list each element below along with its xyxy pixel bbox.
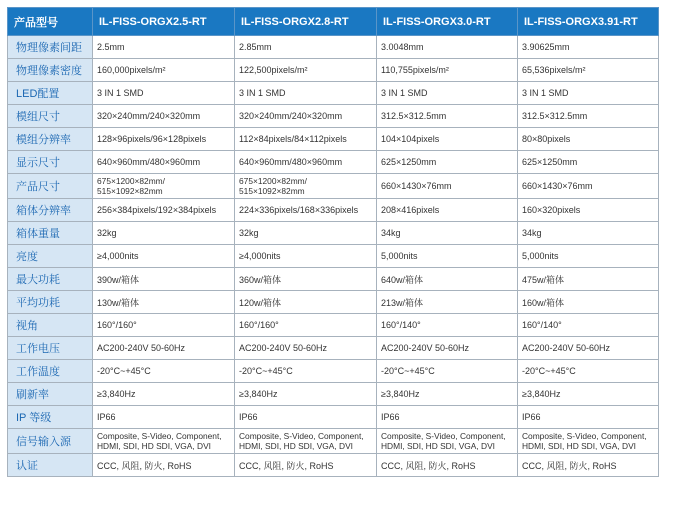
spec-row xyxy=(8,59,659,82)
spec-value-text: ≥3,840Hz xyxy=(522,389,561,399)
spec-value-cell xyxy=(377,174,518,199)
spec-value-cell xyxy=(518,245,659,268)
spec-value-text: ≥4,000nits xyxy=(239,251,281,261)
spec-value-cell xyxy=(518,222,659,245)
spec-value-cell xyxy=(93,383,235,406)
spec-value-text: 2.5mm xyxy=(97,42,125,52)
spec-value-text: CCC, 风阻, 防火, RoHS xyxy=(381,460,476,471)
spec-value-cell xyxy=(518,105,659,128)
spec-value-cell xyxy=(377,360,518,383)
spec-value-cell xyxy=(235,59,377,82)
spec-value-cell xyxy=(235,199,377,222)
spec-value-cell xyxy=(518,454,659,477)
spec-value-cell xyxy=(377,383,518,406)
spec-value-cell xyxy=(93,429,235,454)
spec-value-text: AC200-240V 50-60Hz xyxy=(522,343,611,353)
spec-value-text: 640×960mm/480×960mm xyxy=(239,157,343,167)
spec-value-cell xyxy=(518,360,659,383)
spec-label-cell: 箱体分辨率 xyxy=(8,199,93,222)
spec-value-text: 675×1200×82mm/ xyxy=(97,176,165,186)
spec-value-cell xyxy=(235,222,377,245)
model-header-cell: IL-FISS-ORGX3.0-RT xyxy=(377,8,518,36)
spec-value-text: IP66 xyxy=(239,412,258,422)
spec-value-text: 3.0048mm xyxy=(381,42,424,52)
header-label-cell: 产品型号 xyxy=(8,8,93,36)
spec-value-cell xyxy=(93,291,235,314)
spec-label-cell: 亮度 xyxy=(8,245,93,268)
spec-value-cell xyxy=(93,268,235,291)
spec-value-text: Composite, S-Video, Component, xyxy=(381,431,506,441)
spec-value-text: 160°/140° xyxy=(522,320,562,330)
spec-value-cell xyxy=(377,291,518,314)
spec-value-cell xyxy=(377,454,518,477)
spec-value-cell xyxy=(93,337,235,360)
spec-row xyxy=(8,151,659,174)
spec-value-text: 80×80pixels xyxy=(522,134,571,144)
spec-value-text: 320×240mm/240×320mm xyxy=(239,111,343,121)
spec-value-cell xyxy=(518,151,659,174)
spec-value-cell xyxy=(377,36,518,59)
spec-sheet xyxy=(7,7,658,477)
spec-value-cell xyxy=(377,429,518,454)
spec-value-text: 160w/箱体 xyxy=(522,297,565,308)
spec-value-text: 122,500pixels/m² xyxy=(239,65,308,75)
spec-value-text: 34kg xyxy=(522,228,542,238)
spec-value-text: 256×384pixels/192×384pixels xyxy=(97,205,217,215)
spec-row xyxy=(8,429,659,454)
spec-value-cell xyxy=(235,151,377,174)
spec-value-cell xyxy=(235,337,377,360)
spec-value-text: ≥3,840Hz xyxy=(239,389,278,399)
spec-row xyxy=(8,383,659,406)
spec-value-text: 3 IN 1 SMD xyxy=(239,88,286,98)
spec-label-cell: 箱体重量 xyxy=(8,222,93,245)
spec-value-cell xyxy=(377,199,518,222)
spec-value-cell xyxy=(518,406,659,429)
header-row xyxy=(8,8,659,36)
spec-value-text: 625×1250mm xyxy=(522,157,578,167)
spec-value-text: 390w/箱体 xyxy=(97,274,140,285)
spec-value-cell xyxy=(93,222,235,245)
spec-value-cell xyxy=(93,36,235,59)
spec-value-cell xyxy=(235,291,377,314)
spec-value-text: 3 IN 1 SMD xyxy=(381,88,428,98)
spec-value-text: Composite, S-Video, Component, xyxy=(522,431,647,441)
spec-value-text: ≥4,000nits xyxy=(97,251,139,261)
spec-value-cell xyxy=(518,82,659,105)
spec-value-cell xyxy=(235,454,377,477)
spec-value-text: 213w/箱体 xyxy=(381,297,424,308)
spec-value-text: 475w/箱体 xyxy=(522,274,565,285)
spec-value-text: 640×960mm/480×960mm xyxy=(97,157,201,167)
spec-value-text: 160×320pixels xyxy=(522,205,581,215)
spec-value-cell xyxy=(377,268,518,291)
spec-row xyxy=(8,360,659,383)
spec-row xyxy=(8,406,659,429)
spec-value-cell xyxy=(93,151,235,174)
spec-row xyxy=(8,128,659,151)
spec-value-text: 208×416pixels xyxy=(381,205,440,215)
spec-value-text: 312.5×312.5mm xyxy=(522,111,588,121)
spec-value-cell xyxy=(235,268,377,291)
spec-label-cell: 信号输入源 xyxy=(8,429,93,454)
spec-value-cell xyxy=(235,406,377,429)
spec-value-cell xyxy=(518,36,659,59)
spec-value-text: 160°/140° xyxy=(381,320,421,330)
spec-label-cell: 认证 xyxy=(8,454,93,477)
spec-label-cell: 平均功耗 xyxy=(8,291,93,314)
spec-value-cell xyxy=(235,314,377,337)
spec-value-text: 104×104pixels xyxy=(381,134,440,144)
spec-value-cell xyxy=(93,199,235,222)
spec-value-cell xyxy=(235,82,377,105)
spec-value-text: -20°C~+45°C xyxy=(97,366,151,376)
spec-label-cell: 刷新率 xyxy=(8,383,93,406)
spec-value-text: -20°C~+45°C xyxy=(381,366,435,376)
spec-value-text: ≥3,840Hz xyxy=(97,389,136,399)
spec-value-cell xyxy=(377,314,518,337)
spec-label-cell: 最大功耗 xyxy=(8,268,93,291)
model-header-cell: IL-FISS-ORGX3.91-RT xyxy=(518,8,659,36)
spec-value-text: 5,000nits xyxy=(522,251,559,261)
spec-value-text: CCC, 风阻, 防火, RoHS xyxy=(97,460,192,471)
spec-value-cell xyxy=(235,429,377,454)
spec-value-text: 128×96pixels/96×128pixels xyxy=(97,134,207,144)
product-spec-table xyxy=(7,7,659,477)
spec-value-text: 660×1430×76mm xyxy=(381,181,452,191)
spec-value-text: 675×1200×82mm/ xyxy=(239,176,307,186)
spec-value-text: AC200-240V 50-60Hz xyxy=(239,343,328,353)
spec-value-text: 130w/箱体 xyxy=(97,297,140,308)
spec-value-cell xyxy=(518,337,659,360)
spec-value-text: 224×336pixels/168×336pixels xyxy=(239,205,359,215)
spec-value-text: 625×1250mm xyxy=(381,157,437,167)
spec-value-text: 32kg xyxy=(97,228,117,238)
spec-value-text: 3 IN 1 SMD xyxy=(522,88,569,98)
spec-row xyxy=(8,337,659,360)
spec-value-cell xyxy=(377,59,518,82)
spec-label-cell: 工作电压 xyxy=(8,337,93,360)
spec-value-cell xyxy=(518,383,659,406)
spec-value-cell xyxy=(518,291,659,314)
spec-value-cell xyxy=(377,337,518,360)
spec-value-cell xyxy=(93,59,235,82)
spec-row xyxy=(8,454,659,477)
spec-table-header xyxy=(8,8,659,36)
spec-value-text: 112×84pixels/84×112pixels xyxy=(239,134,347,144)
spec-value-text: AC200-240V 50-60Hz xyxy=(381,343,470,353)
spec-label-cell: 模组分辨率 xyxy=(8,128,93,151)
spec-value-cell xyxy=(377,222,518,245)
spec-value-text: 160°/160° xyxy=(239,320,279,330)
spec-value-text: 32kg xyxy=(239,228,259,238)
spec-value-text: 160,000pixels/m² xyxy=(97,65,166,75)
spec-label-cell: 视角 xyxy=(8,314,93,337)
spec-value-cell xyxy=(518,429,659,454)
spec-value-text: Composite, S-Video, Component, xyxy=(97,431,222,441)
spec-value-cell xyxy=(518,314,659,337)
spec-value-cell xyxy=(93,245,235,268)
spec-value-cell xyxy=(93,105,235,128)
spec-row xyxy=(8,245,659,268)
spec-value-cell xyxy=(235,245,377,268)
spec-value-text: CCC, 风阻, 防火, RoHS xyxy=(522,460,617,471)
spec-value-text: 34kg xyxy=(381,228,401,238)
spec-value-cell xyxy=(235,360,377,383)
spec-label-cell: IP 等级 xyxy=(8,406,93,429)
spec-row xyxy=(8,314,659,337)
spec-value-text: 515×1092×82mm xyxy=(97,186,163,196)
spec-value-cell xyxy=(93,174,235,199)
spec-value-text: CCC, 风阻, 防火, RoHS xyxy=(239,460,334,471)
spec-value-cell xyxy=(235,105,377,128)
spec-value-text: 3.90625mm xyxy=(522,42,570,52)
spec-label-cell: 显示尺寸 xyxy=(8,151,93,174)
spec-value-cell xyxy=(377,82,518,105)
spec-label-cell: 物理像素密度 xyxy=(8,59,93,82)
spec-value-text: HDMI, SDI, HD SDI, VGA, DVI xyxy=(97,441,212,451)
spec-value-cell xyxy=(377,151,518,174)
spec-value-cell xyxy=(377,128,518,151)
spec-value-text: AC200-240V 50-60Hz xyxy=(97,343,186,353)
spec-row xyxy=(8,36,659,59)
spec-value-text: 3 IN 1 SMD xyxy=(97,88,144,98)
spec-value-cell xyxy=(93,406,235,429)
spec-value-cell xyxy=(235,383,377,406)
spec-value-cell xyxy=(518,174,659,199)
spec-value-cell xyxy=(518,59,659,82)
spec-value-text: 160°/160° xyxy=(97,320,137,330)
spec-value-text: 110,755pixels/m² xyxy=(381,65,449,75)
spec-value-text: IP66 xyxy=(97,412,116,422)
spec-value-text: 320×240mm/240×320mm xyxy=(97,111,201,121)
spec-value-text: 120w/箱体 xyxy=(239,297,282,308)
spec-row xyxy=(8,291,659,314)
spec-value-text: 312.5×312.5mm xyxy=(381,111,447,121)
spec-value-text: 515×1092×82mm xyxy=(239,186,305,196)
spec-label-cell: LED配置 xyxy=(8,82,93,105)
spec-value-text: HDMI, SDI, HD SDI, VGA, DVI xyxy=(522,441,637,451)
spec-label-cell: 物理像素间距 xyxy=(8,36,93,59)
spec-value-text: -20°C~+45°C xyxy=(522,366,576,376)
spec-value-text: IP66 xyxy=(522,412,541,422)
spec-value-cell xyxy=(235,174,377,199)
spec-row xyxy=(8,174,659,199)
spec-value-text: IP66 xyxy=(381,412,400,422)
spec-value-cell xyxy=(93,360,235,383)
spec-table-body xyxy=(8,36,659,477)
spec-row xyxy=(8,268,659,291)
spec-row xyxy=(8,105,659,128)
spec-value-cell xyxy=(518,199,659,222)
spec-value-text: 640w/箱体 xyxy=(381,274,424,285)
spec-value-text: HDMI, SDI, HD SDI, VGA, DVI xyxy=(381,441,496,451)
spec-value-cell xyxy=(377,406,518,429)
spec-value-cell xyxy=(518,268,659,291)
spec-value-cell xyxy=(93,82,235,105)
spec-value-cell xyxy=(93,454,235,477)
spec-value-text: 5,000nits xyxy=(381,251,418,261)
spec-label-cell: 产品尺寸 xyxy=(8,174,93,199)
spec-value-cell xyxy=(377,105,518,128)
spec-value-cell xyxy=(235,128,377,151)
spec-value-text: 660×1430×76mm xyxy=(522,181,593,191)
model-header-cell: IL-FISS-ORGX2.8-RT xyxy=(235,8,377,36)
spec-value-cell xyxy=(93,128,235,151)
spec-value-text: 360w/箱体 xyxy=(239,274,282,285)
spec-value-text: HDMI, SDI, HD SDI, VGA, DVI xyxy=(239,441,354,451)
spec-value-text: 65,536pixels/m² xyxy=(522,65,586,75)
spec-value-text: Composite, S-Video, Component, xyxy=(239,431,364,441)
spec-value-cell xyxy=(377,245,518,268)
spec-row xyxy=(8,199,659,222)
spec-value-text: 2.85mm xyxy=(239,42,272,52)
spec-row xyxy=(8,222,659,245)
spec-row xyxy=(8,82,659,105)
spec-label-cell: 模组尺寸 xyxy=(8,105,93,128)
spec-value-cell xyxy=(518,128,659,151)
spec-label-cell: 工作温度 xyxy=(8,360,93,383)
spec-value-text: -20°C~+45°C xyxy=(239,366,293,376)
spec-value-cell xyxy=(235,36,377,59)
spec-value-cell xyxy=(93,314,235,337)
spec-value-text: ≥3,840Hz xyxy=(381,389,420,399)
model-header-cell: IL-FISS-ORGX2.5-RT xyxy=(93,8,235,36)
